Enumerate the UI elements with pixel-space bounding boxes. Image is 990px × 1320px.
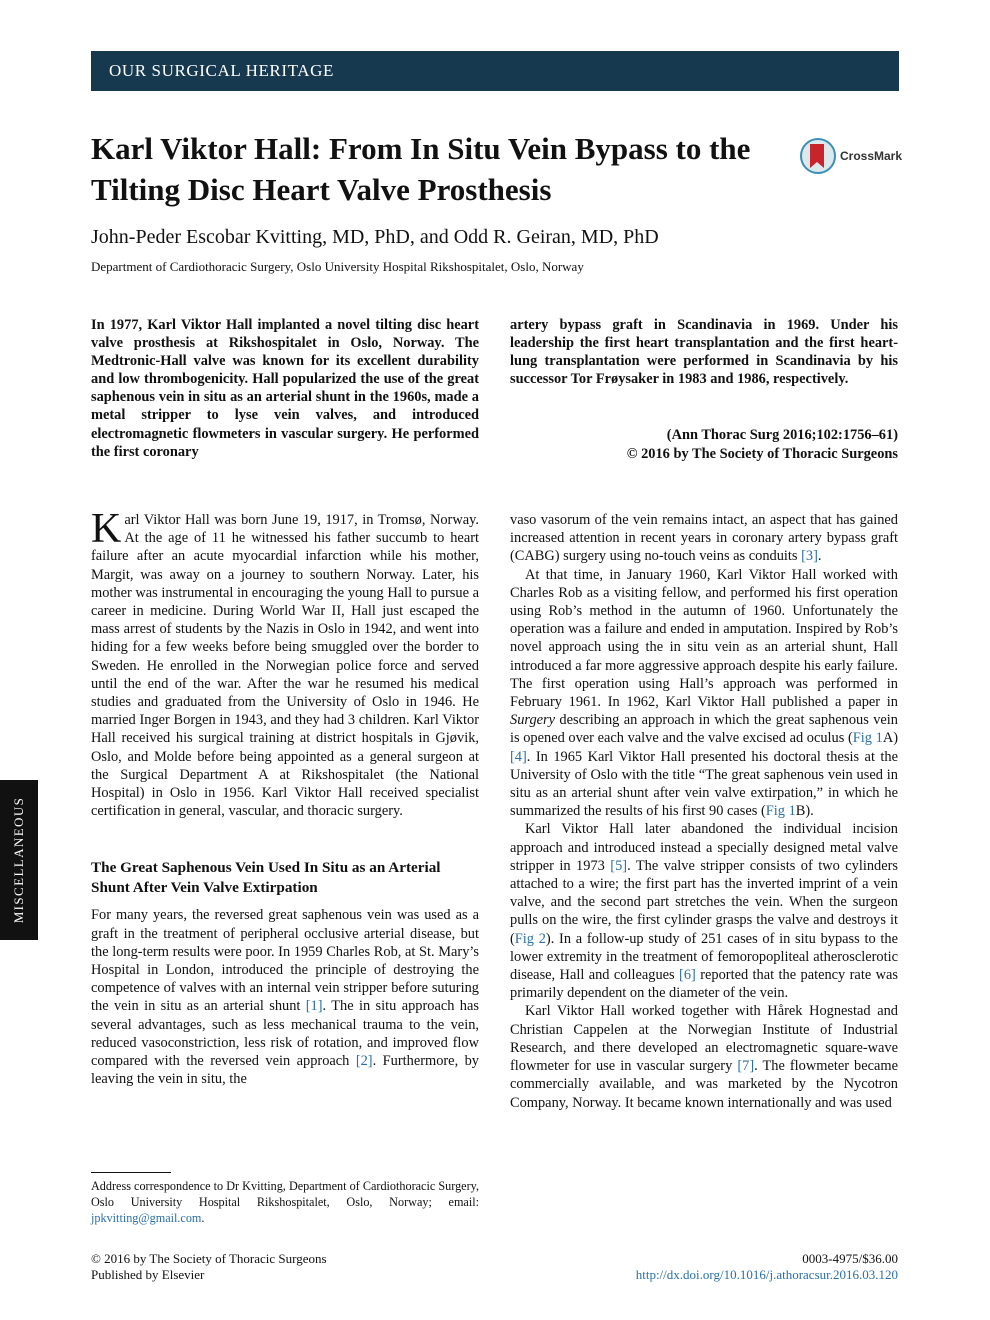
crossmark-label: CrossMark <box>840 149 903 163</box>
paragraph: Karl Viktor Hall was born June 19, 1917, in Tromsø, Norway. At the age of 11 he witnessed his father succumb to heart failure after an acute myocardial infarction while his mother, Margit, was away on a journey to southern Norway. Later, his mother was instrumental in encouraging the young Hall to pursue a career in medicine. During World War II, Hall just escaped the mass arrest of students by the Nazis in Oslo in 1942, and went into hiding for a few weeks before being smuggled over the border to Sweden. He enrolled in the Norwegian police force and served until the end of the war. After the war he resumed his medical studies and graduated from the University of Oslo in 1946. He married Inger Borgen in 1943, and they had 3 children. Karl Viktor Hall received his surgical training at district hospitals in Gjøvik, Oslo, and Molde before being appointed as a general surgeon at the Surgical Department A at Rikshospitalet (the National Hospital) in Oslo in 1956. Karl Viktor Hall received specialist certification in general, vascular, and thoracic surgery. <box>91 506 479 820</box>
reference-link[interactable]: [5] <box>610 857 628 874</box>
section-label: OUR SURGICAL HERITAGE <box>109 61 334 80</box>
doi-link[interactable]: http://dx.doi.org/10.1016/j.athoracsur.2016.03.120 <box>635 1266 898 1282</box>
footnote-divider <box>91 1172 171 1173</box>
footer-right <box>560 1251 898 1282</box>
figure-link[interactable]: Fig 1 <box>765 803 796 820</box>
paragraph: Karl Viktor Hall worked together with Hårek Hognestad and Christian Cappelen at the Norwegian Institute of Industrial Research, and there developed an electromagnetic square-wave flowmeter for use in vascular surgery [7]. The flowmeter became commercially available, and was marketed by the Nycotron Company, Norway. It became known internationally and was used <box>510 1003 898 1111</box>
footer-copyright: © 2016 by The Society of Thoracic Surgeons <box>91 1251 327 1266</box>
affiliation: Department of Cardiothoracic Surgery, Oslo University Hospital Rikshospitalet, Oslo, Norway <box>91 259 584 274</box>
email-link[interactable]: jpkvitting@gmail.com <box>91 1210 202 1225</box>
paragraph: At that time, in January 1960, Karl Viktor Hall worked with Charles Rob as a visiting fellow, and performed his first operation using Rob’s method in the autumn of 1960. Unfortunately the operation was a failure and ended in amputation. Inspired by Rob’s novel approach using the in situ vein as an arterial shunt, Hall introduced a far more aggressive approach despite his early failure. The first operation using Hall’s approach was performed in February 1961. In 1962, Karl Viktor Hall published a paper in Surgery describing an approach in which the great saphenous vein is opened over each valve and the valve excised ad oculus (Fig 1A) [4]. In 1965 Karl Viktor Hall presented his doctoral thesis at the University of Oslo with the title “The great saphenous vein used in situ as an arterial shunt after vein valve extirpation,” in which he summarized the results of his first 90 cases (Fig 1B). <box>510 566 898 820</box>
drop-cap: K <box>91 506 122 552</box>
paragraph: Karl Viktor Hall later abandoned the individual incision approach and introduced instead a specially designed metal valve stripper in 1973 [5]. The valve stripper consists of two cylinders attached to a wire; the first part has the inverted imprint of a vein valve, and the second part stretches the vein. When the surgeon pulls on the wire, the first cylinder grasps the valve and destroys it (Fig 2). In a follow-up study of 251 cases of in situ bypass to the lower extremity in the treatment of femoropopliteal atherosclerotic disease, Hall and colleagues [6] reported that the patency rate was primarily dependent on the diameter of the vein. <box>510 821 898 1002</box>
footer-left <box>91 1251 327 1282</box>
copyright-line: © 2016 by The Society of Thoracic Surgeons <box>626 445 898 462</box>
figure-link[interactable]: Fig 2 <box>514 930 546 947</box>
correspondence-footnote: Address correspondence to Dr Kvitting, Department of Cardiothoracic Surgery, Oslo University Hospital Rikshospitalet, Oslo, Norway; email: jpkvitting@gmail.com. <box>91 1179 479 1225</box>
reference-link[interactable]: [4] <box>510 748 527 765</box>
author-list: John-Peder Escobar Kvitting, MD, PhD, and Odd R. Geiran, MD, PhD <box>91 226 659 248</box>
figure-link[interactable]: Fig 1 <box>852 730 883 747</box>
body-column-right <box>510 511 898 1112</box>
abstract-right: artery bypass graft in Scandinavia in 1969. Under his leadership the first heart transplantation and the first heart-lung transplantation were performed in Scandinavia by his successor Tor Frøysaker in 1983 and 1986, respectively. <box>510 317 898 388</box>
reference-link[interactable]: [3] <box>801 548 818 565</box>
paragraph: vaso vasorum of the vein remains intact, an aspect that has gained increased attention in recent years in coronary artery bypass graft (CABG) surgery using no-touch veins as conduits [3]. <box>510 512 898 565</box>
paragraph: For many years, the reversed great saphenous vein was used as a graft in the treatment of peripheral occlusive arterial disease, but the long-term results were poor. In 1959 Charles Rob, at St. Mary’s Hospital in London, introduced the principle of destroying the competence of valves with an internal vein stripper before suturing the vein in situ as an arterial shunt [1]. The in situ approach has several advantages, such as less mechanical trauma to the vein, reduced vasoconstriction, less risk of rotation, and improved flow compared with the reversed vein approach [2]. Furthermore, by leaving the vein in situ, the <box>91 907 479 1088</box>
crossmark-badge[interactable] <box>800 138 904 176</box>
article-title: Karl Viktor Hall: From In Situ Vein Bypass to the Tilting Disc Heart Valve Prosthesis <box>91 131 751 207</box>
category-tab <box>0 780 38 940</box>
journal-citation: (Ann Thorac Surg 2016;102:1756–61) <box>666 427 898 443</box>
citation-block <box>510 426 898 463</box>
body-column-left <box>91 506 479 1088</box>
footer-publisher: Published by Elsevier <box>91 1266 205 1282</box>
reference-link[interactable]: [7] <box>737 1058 755 1075</box>
category-label: MISCELLANEOUS <box>11 796 26 924</box>
issn-price: 0003-4975/$36.00 <box>802 1251 898 1266</box>
section-banner <box>91 51 899 91</box>
abstract-left: In 1977, Karl Viktor Hall implanted a novel tilting disc heart valve prosthesis at Rikshospitalet in Oslo, Norway. The Medtronic-Hall valve was known for its excellent durability and low thrombogenicity. Hall popularized the use of the great saphenous vein in situ as an arterial shunt in the 1960s, made a metal stripper to lyse vein valves, and introduced electromagnetic flowmeters in vascular surgery. He performed the first coronary <box>91 317 479 460</box>
reference-link[interactable]: [1] <box>305 998 323 1015</box>
reference-link[interactable]: [2] <box>355 1053 373 1070</box>
section-heading: The Great Saphenous Vein Used In Situ as an Arterial Shunt After Vein Valve Extirpation <box>91 859 441 897</box>
reference-link[interactable]: [6] <box>679 967 696 984</box>
